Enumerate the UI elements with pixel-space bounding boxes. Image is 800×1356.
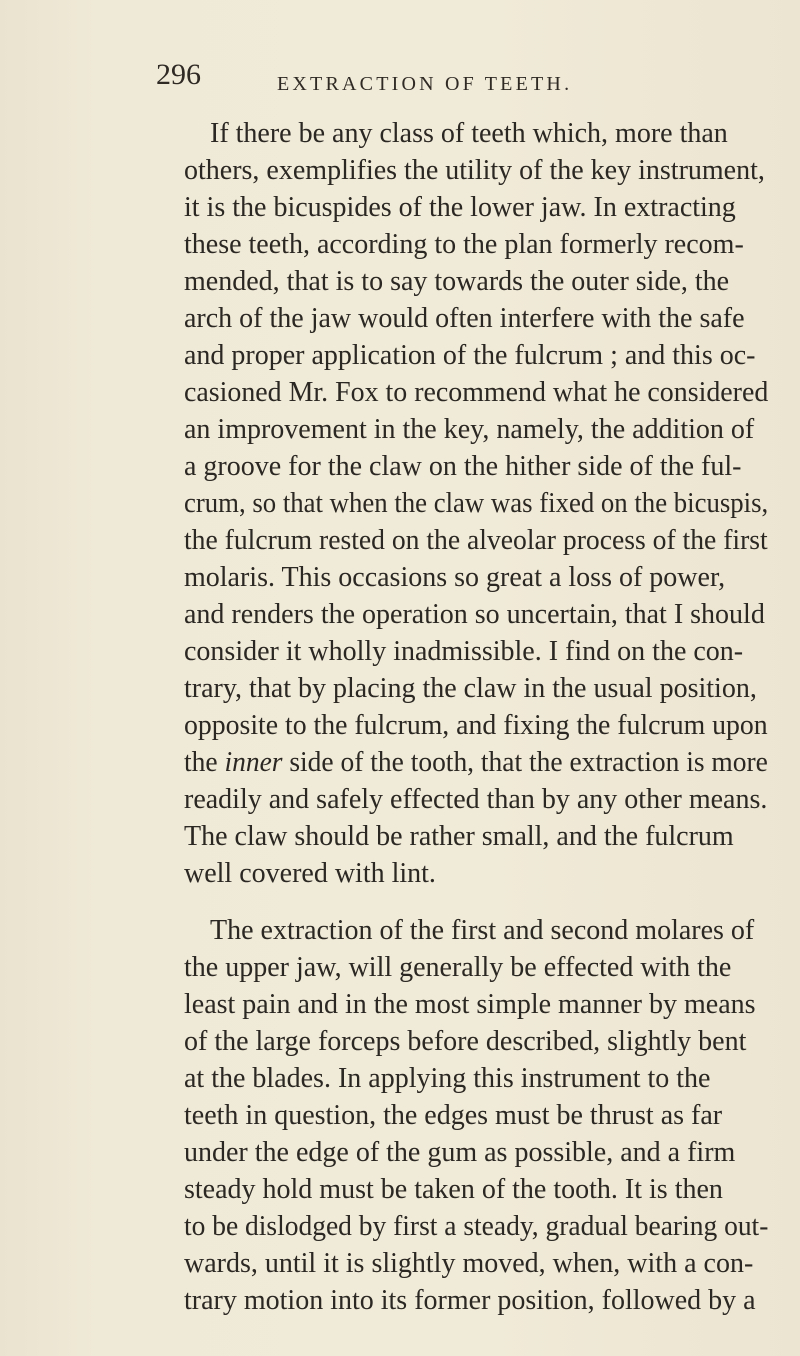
text-line: a groove for the claw on the hither side of the ful- bbox=[184, 451, 742, 482]
text-line: least pain and in the most simple manner by means bbox=[184, 989, 756, 1020]
text-line: The claw should be rather small, and the fulcrum bbox=[184, 821, 734, 852]
text-line: the upper jaw, will generally be effected with the bbox=[184, 952, 732, 983]
text-line: wards, until it is slightly moved, when, with a con- bbox=[184, 1248, 754, 1279]
text-line: others, exemplifies the utility of the key instrument, bbox=[184, 155, 765, 186]
text-line: crum, so that when the claw was fixed on the bicuspis, bbox=[184, 488, 769, 519]
text-line: trary motion into its former position, followed by a bbox=[184, 1285, 756, 1316]
text-line: at the blades. In applying this instrument to the bbox=[184, 1063, 711, 1094]
text-line: If there be any class of teeth which, more than bbox=[210, 118, 728, 149]
text-line: it is the bicuspides of the lower jaw. In extracting bbox=[184, 192, 736, 223]
text-line: the fulcrum rested on the alveolar process of the first bbox=[184, 525, 768, 556]
italic-word: inner bbox=[224, 747, 283, 778]
text-line: casioned Mr. Fox to recommend what he considered bbox=[184, 377, 769, 408]
text-line: well covered with lint. bbox=[184, 858, 436, 889]
text-line: and renders the operation so uncertain, that I should bbox=[184, 599, 765, 630]
text-line: arch of the jaw would often interfere with the safe bbox=[184, 303, 745, 334]
text-line-with-italic bbox=[184, 745, 768, 781]
text-line: steady hold must be taken of the tooth. It is then bbox=[184, 1174, 723, 1205]
text-line: teeth in question, the edges must be thrust as far bbox=[184, 1100, 723, 1131]
text-span: side of the tooth, that the extraction is more bbox=[282, 747, 768, 778]
text-line: to be dislodged by first a steady, gradual bearing out- bbox=[184, 1211, 769, 1242]
text-line: an improvement in the key, namely, the addition of bbox=[184, 414, 755, 445]
text-line: The extraction of the first and second molares of bbox=[210, 915, 755, 946]
running-head: EXTRACTION OF TEETH. bbox=[277, 73, 573, 95]
text-line: readily and safely effected than by any other means. bbox=[184, 784, 768, 815]
text-line: of the large forceps before described, slightly bent bbox=[184, 1026, 747, 1057]
text-line: trary, that by placing the claw in the usual position, bbox=[184, 673, 757, 704]
text-line: under the edge of the gum as possible, and a firm bbox=[184, 1137, 736, 1168]
text-line: mended, that is to say towards the outer side, the bbox=[184, 266, 730, 297]
text-line: consider it wholly inadmissible. I find on the con- bbox=[184, 636, 744, 667]
text-line: opposite to the fulcrum, and fixing the fulcrum upon bbox=[184, 710, 768, 741]
text-line: these teeth, according to the plan formerly recom- bbox=[184, 229, 744, 260]
page-number: 296 bbox=[156, 58, 201, 91]
text-line: and proper application of the fulcrum ; and this oc- bbox=[184, 340, 756, 371]
text-line: molaris. This occasions so great a loss of power, bbox=[184, 562, 726, 593]
text-span: the bbox=[184, 747, 225, 778]
